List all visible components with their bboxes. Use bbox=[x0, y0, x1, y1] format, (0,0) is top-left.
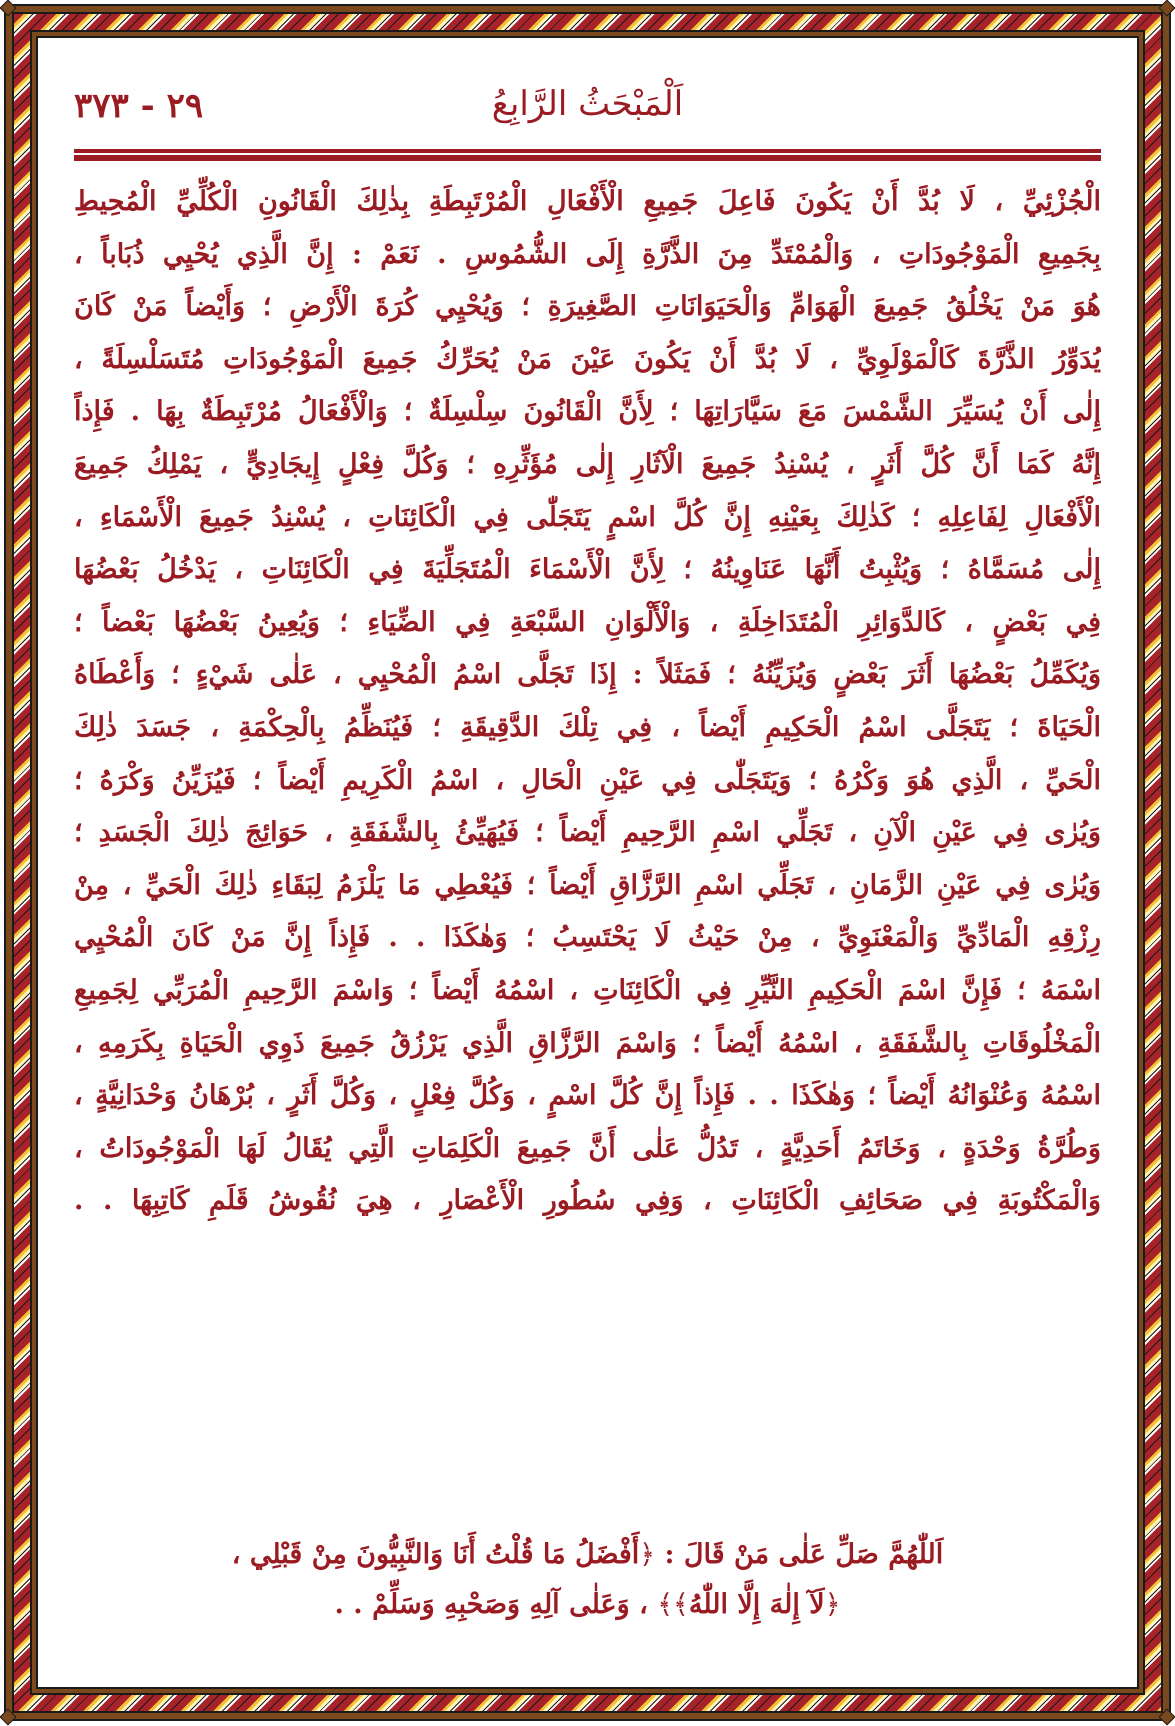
text-line: وَيُرٰى فِي عَيْنِ الزَّمَانِ ، تَجَلِّي اسْمِ الرَّزَّاقِ أَيْضاً ؛ فَيُعْطِي مَا يَلْزَمُ لِبَقَاءِ ذٰلِكَ الْحَيِّ ، مِنْ bbox=[74, 869, 1101, 901]
body-text bbox=[74, 176, 1101, 1228]
section-title: اَلْمَبْحَثُ الرَّابِعُ bbox=[491, 84, 684, 124]
text-line: الْمَخْلُوقَاتِ بِالشَّفَقَةِ ، اسْمُهُ أَيْضاً ؛ وَاسْمَ الرَّزَّاقِ الَّذِي يَرْزُقُ جَمِيعَ ذَوِي الْحَيَاةِ بِكَرَمِهِ ، bbox=[74, 1027, 1101, 1059]
text-line: إِنَّهُ كَمَا أَنَّ كُلَّ أَثَرٍ ، يُسْنِدُ جَمِيعَ الْآثَارِ إِلٰى مُؤَثِّرِهِ ؛ وَكُلَّ فِعْلٍ إِيجَادِيٍّ ، يَمْلِكُ جَمِيعَ bbox=[74, 448, 1101, 480]
text-line: رِزْقِهِ الْمَادِّيِّ وَالْمَعْنَوِيِّ ، مِنْ حَيْثُ لَا يَحْتَسِبُ ؛ وَهٰكَذَا . . فَإِذاً إِنَّ مَنْ كَانَ الْمُحْيِي bbox=[74, 922, 1101, 954]
text-line: الْأَفْعَالِ لِفَاعِلِهِ ؛ كَذٰلِكَ بِعَيْنِهِ إِنَّ كُلَّ اسْمٍ يَتَجَلّٰى فِي الْكَائِنَاتِ ، يُسْنِدُ جَمِيعَ الْأَسْمَاءِ ، bbox=[74, 501, 1101, 533]
hadith-quote: أَفْضَلُ مَا قُلْتُ أَنَا وَالنَّبِيُّونَ مِنْ قَبْلِي ، bbox=[231, 1539, 640, 1570]
text-line: وَيُرٰى فِي عَيْنِ الْآنِ ، تَجَلِّي اسْمِ الرَّحِيمِ أَيْضاً ؛ فَيُهَيِّئُ بِالشَّفَقَةِ ، حَوَائِجَ ذٰلِكَ الْجَسَدِ ؛ bbox=[74, 817, 1101, 849]
shahada-quote: لَآ إِلٰهَ إِلَّا اللّٰهُ bbox=[688, 1589, 825, 1620]
text-line: الْحَيَاةَ ؛ يَتَجَلَّى اسْمُ الْحَكِيمِ أَيْضاً ، فِي تِلْكَ الدَّقِيقَةِ ؛ فَيُنَظِّمُ بِالْحِكْمَةِ ، جَسَدَ ذٰلِكَ bbox=[74, 711, 1101, 743]
header-rule-thick bbox=[74, 155, 1101, 161]
text-line: فِي بَعْضٍ ، كَالدَّوَائِرِ الْمُتَدَاخِلَةِ ، وَالْأَلْوَانِ السَّبْعَةِ فِي الضِّيَاءِ ؛ وَيُعِينُ بَعْضُهَا بَعْضاً ؛ bbox=[74, 606, 1101, 638]
text-line: إِلٰى مُسَمَّاهُ ؛ وَيُثْبِتُ أَنَّهَا عَنَاوِينُهُ ؛ لِأَنَّ الْأَسْمَاءَ الْمُتَجَلِّيَةَ فِي الْكَائِنَاتِ ، يَدْخُلُ بَعْضُهَا bbox=[74, 554, 1101, 586]
text-line: وَطُرَّةُ وَحْدَةٍ ، وَخَاتَمُ أَحَدِيَّةٍ ، تَدُلُّ عَلٰى أَنَّ جَمِيعَ الْكَلِمَاتِ الَّتِي يُقَالُ لَهَا الْمَوْجُودَاتُ ، bbox=[74, 1132, 1101, 1164]
text-line: هُوَ مَنْ يَخْلُقُ جَمِيعَ الْهَوَامِّ وَالْحَيَوَانَاتِ الصَّغِيرَةِ ؛ وَيُحْيِي كُرَةَ الْأَرْضِ ؛ وَأَيْضاً مَنْ كَانَ bbox=[74, 291, 1101, 323]
inner-ornament-open-icon: ﴿ bbox=[824, 1589, 841, 1620]
page-number: ٢٩ - ٣٧٣ bbox=[74, 86, 204, 126]
quote-ornament-open-icon: ﴿ bbox=[639, 1539, 656, 1570]
closing-prayer bbox=[74, 1530, 1101, 1630]
text-line: وَالْمَكْتُوبَةِ فِي صَحَائِفِ الْكَائِنَاتِ ، وَفِي سُطُورِ الْأَعْصَارِ ، هِيَ نُقُوشُ قَلَمِ كَاتِبِهَا . . bbox=[74, 1185, 1101, 1217]
text-line: وَيُكَمِّلُ بَعْضُهَا أَثَرَ بَعْضٍ وَيُزَيِّنُهُ ؛ فَمَثَلاً : إِذَا تَجَلَّى اسْمُ الْمُحْيِي ، عَلٰى شَيْءٍ ؛ وَأَعْطَاهُ bbox=[74, 659, 1101, 691]
text-line: يُدَوِّرُ الذَّرَّةَ كَالْمَوْلَوِيِّ ، لَا بُدَّ أَنْ يَكُونَ عَيْنَ مَنْ يُحَرِّكُ جَمِيعَ الْمَوْجُودَاتِ مُتَسَلْسِلَةً ، bbox=[74, 343, 1101, 375]
closing-line-2 bbox=[74, 1580, 1101, 1630]
prayer-prefix: اَللّٰهُمَّ صَلِّ عَلٰى مَنْ قَالَ : bbox=[664, 1539, 944, 1570]
text-line: اسْمَهُ ؛ فَإِنَّ اسْمَ الْحَكِيمِ النَّيِّرِ فِي الْكَائِنَاتِ ، اسْمُهُ أَيْضاً ؛ وَاسْمَ الرَّحِيمِ الْمُرَبِّي لِجَمِيعِ bbox=[74, 974, 1101, 1006]
text-line: بِجَمِيعِ الْمَوْجُودَاتِ ، وَالْمُمْتَدِّ مِنَ الذَّرَّةِ إِلَى الشُّمُوسِ . نَعَمْ : إِنَّ الَّذِي يُحْيِي ذُبَاباً ، bbox=[74, 238, 1101, 270]
text-line: الْجُزْئِيِّ ، لَا بُدَّ أَنْ يَكُونَ فَاعِلَ جَمِيعِ الْأَفْعَالِ الْمُرْتَبِطَةِ بِذٰلِكَ الْقَانُونِ الْكُلِّيِّ الْمُحِيطِ bbox=[74, 186, 1101, 217]
quote-ornament-close-icon: ﴾ bbox=[657, 1589, 674, 1620]
inner-ornament-close-icon: ﴾ bbox=[673, 1589, 689, 1620]
closing-line-1 bbox=[74, 1530, 1101, 1580]
header-rule-thin bbox=[74, 149, 1101, 153]
text-line: اسْمُهُ وَعُنْوَانُهُ أَيْضاً ؛ وَهٰكَذَا . . فَإِذاً إِنَّ كُلَّ اسْمٍ ، وَكُلَّ فِعْلٍ ، وَكُلَّ أَثَرٍ ، بُرْهَانُ وَحْدَانِيَّةٍ ، bbox=[74, 1080, 1101, 1112]
text-line: إِلٰى أَنْ يُسَيِّرَ الشَّمْسَ مَعَ سَيَّارَاتِهَا ؛ لِأَنَّ الْقَانُونَ سِلْسِلَةٌ ؛ وَالْأَفْعَالُ مُرْتَبِطَةٌ بِهَا . فَإِذاً bbox=[74, 396, 1101, 428]
text-line: الْحَيِّ ، الَّذِي هُوَ وَكْرُهُ ؛ وَيَتَجَلّٰى فِي عَيْنِ الْحَالِ ، اسْمُ الْكَرِيمِ أَيْضاً ؛ فَيُزَيِّنُ وَكْرَهُ ؛ bbox=[74, 764, 1101, 796]
prayer-suffix: ، وَعَلٰى آلِهِ وَصَحْبِهِ وَسَلِّمْ . . bbox=[334, 1589, 648, 1620]
page-header bbox=[74, 80, 1101, 140]
